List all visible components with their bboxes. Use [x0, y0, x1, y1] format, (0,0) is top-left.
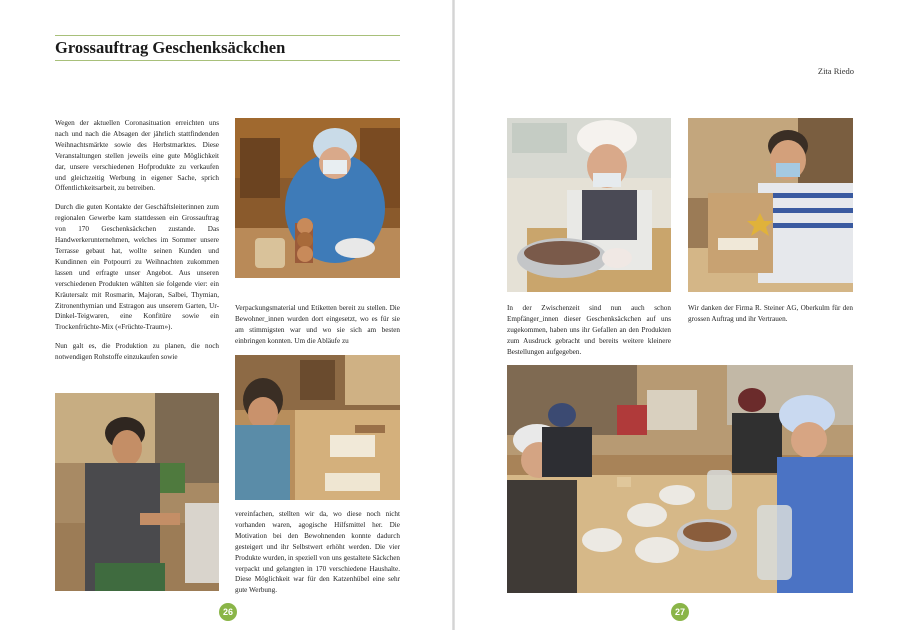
paragraph-3: Nun galt es, die Produktion zu planen, die noch notwendigen Rohstoffe einzukaufen sowie — [55, 342, 219, 362]
article-author: Zita Riedo — [817, 66, 854, 76]
left-column-text — [55, 118, 219, 371]
page-number-left: 26 — [219, 603, 237, 621]
photo-man-working — [55, 393, 219, 591]
article-title: Grossauftrag Geschenksäckchen — [55, 38, 286, 57]
photo-man-gift-bag — [688, 118, 853, 292]
photo-woman-mixing — [507, 118, 671, 292]
page-number-right: 27 — [671, 603, 689, 621]
title-top-rule — [55, 35, 400, 36]
paragraph-1: Wegen der aktuellen Coronasituation erreichten uns nach und nach die Absagen der jährlich stattfindenden Weihnachtsmärkte sowie des Herbstmarktes. Diese Veranstaltungen stellen jeweils eine gute Möglichkeit dar, unsere verschiedenen Hofprodukte zu verkaufen und gleichzeitig Werbung in eigener Sache, sprich Öffentlichkeitsarbeit, zu betreiben. — [55, 119, 219, 193]
title-bottom-rule — [55, 60, 400, 61]
paragraph-2: Durch die guten Kontakte der Geschäftsleiterinnen zum regionalen Gewerbe kam stattdessen ein Grossauftrag von 170 Geschenksäckchen zustande. Das Handwerkerunternehmen, welches im Sommer unsere Terrasse gebaut hat, wollte seinen Kunden und Kundinnen ein Potpourri zu Weihnachten zukommen lassen und erfragte unser Angebot. Aus unseren verschiedenen Produkten wählten sie folgende vier: ein Kräutersalz mit Rosmarin, Majoran, Salbei, Thymian, Zitronenthymian und Estragon aus unserem Garten, Ur-Dinkel-Teigwaren, eine Konfitüre sowie ein Trockenfrüchte-Mix («Früchte-Traum»). — [55, 203, 219, 332]
right-column-text-1: In der Zwischenzeit sind nun auch schon Empfänger_innen dieser Geschenksäckchen auf uns zugekommen, haben uns ihr Gefallen an den Produkten zum Ausdruck gebracht und bereits weitere kleinere Bestellungen aufgegeben. — [507, 304, 671, 356]
photo-dried-fruit-packing — [235, 118, 400, 278]
middle-column-text-1: Verpackungsmaterial und Etiketten bereit zu stellen. Die Bewohner_innen wurden dort eingesetzt, wo es für sie am stimmigsten war und wo sie sich am besten einbringen konnten. Um die Abläufe zu — [235, 304, 400, 345]
page-gutter — [452, 0, 455, 630]
photo-workshop-table — [235, 355, 400, 500]
photo-group-packing — [507, 365, 853, 593]
middle-column-text-2: vereinfachen, stellten wir da, wo diese noch nicht vorhanden waren, agogische Hilfsmittel her. Die Motivation bei den Bewohnenden konnte dadurch gesteigert und ihr Selbstwert erhöht werden. Die vier Produkte wurden, in speziell von uns gestaltete Säckchen verpackt und gelangten in 170 verschiedene Haushalte. Diese Möglichkeit war für den Katzenhübel eine sehr gute Werbung. — [235, 510, 400, 595]
right-column-text-2: Wir danken der Firma R. Steiner AG, Oberkulm für den grossen Auftrag und ihr Vertrauen. — [688, 304, 853, 323]
